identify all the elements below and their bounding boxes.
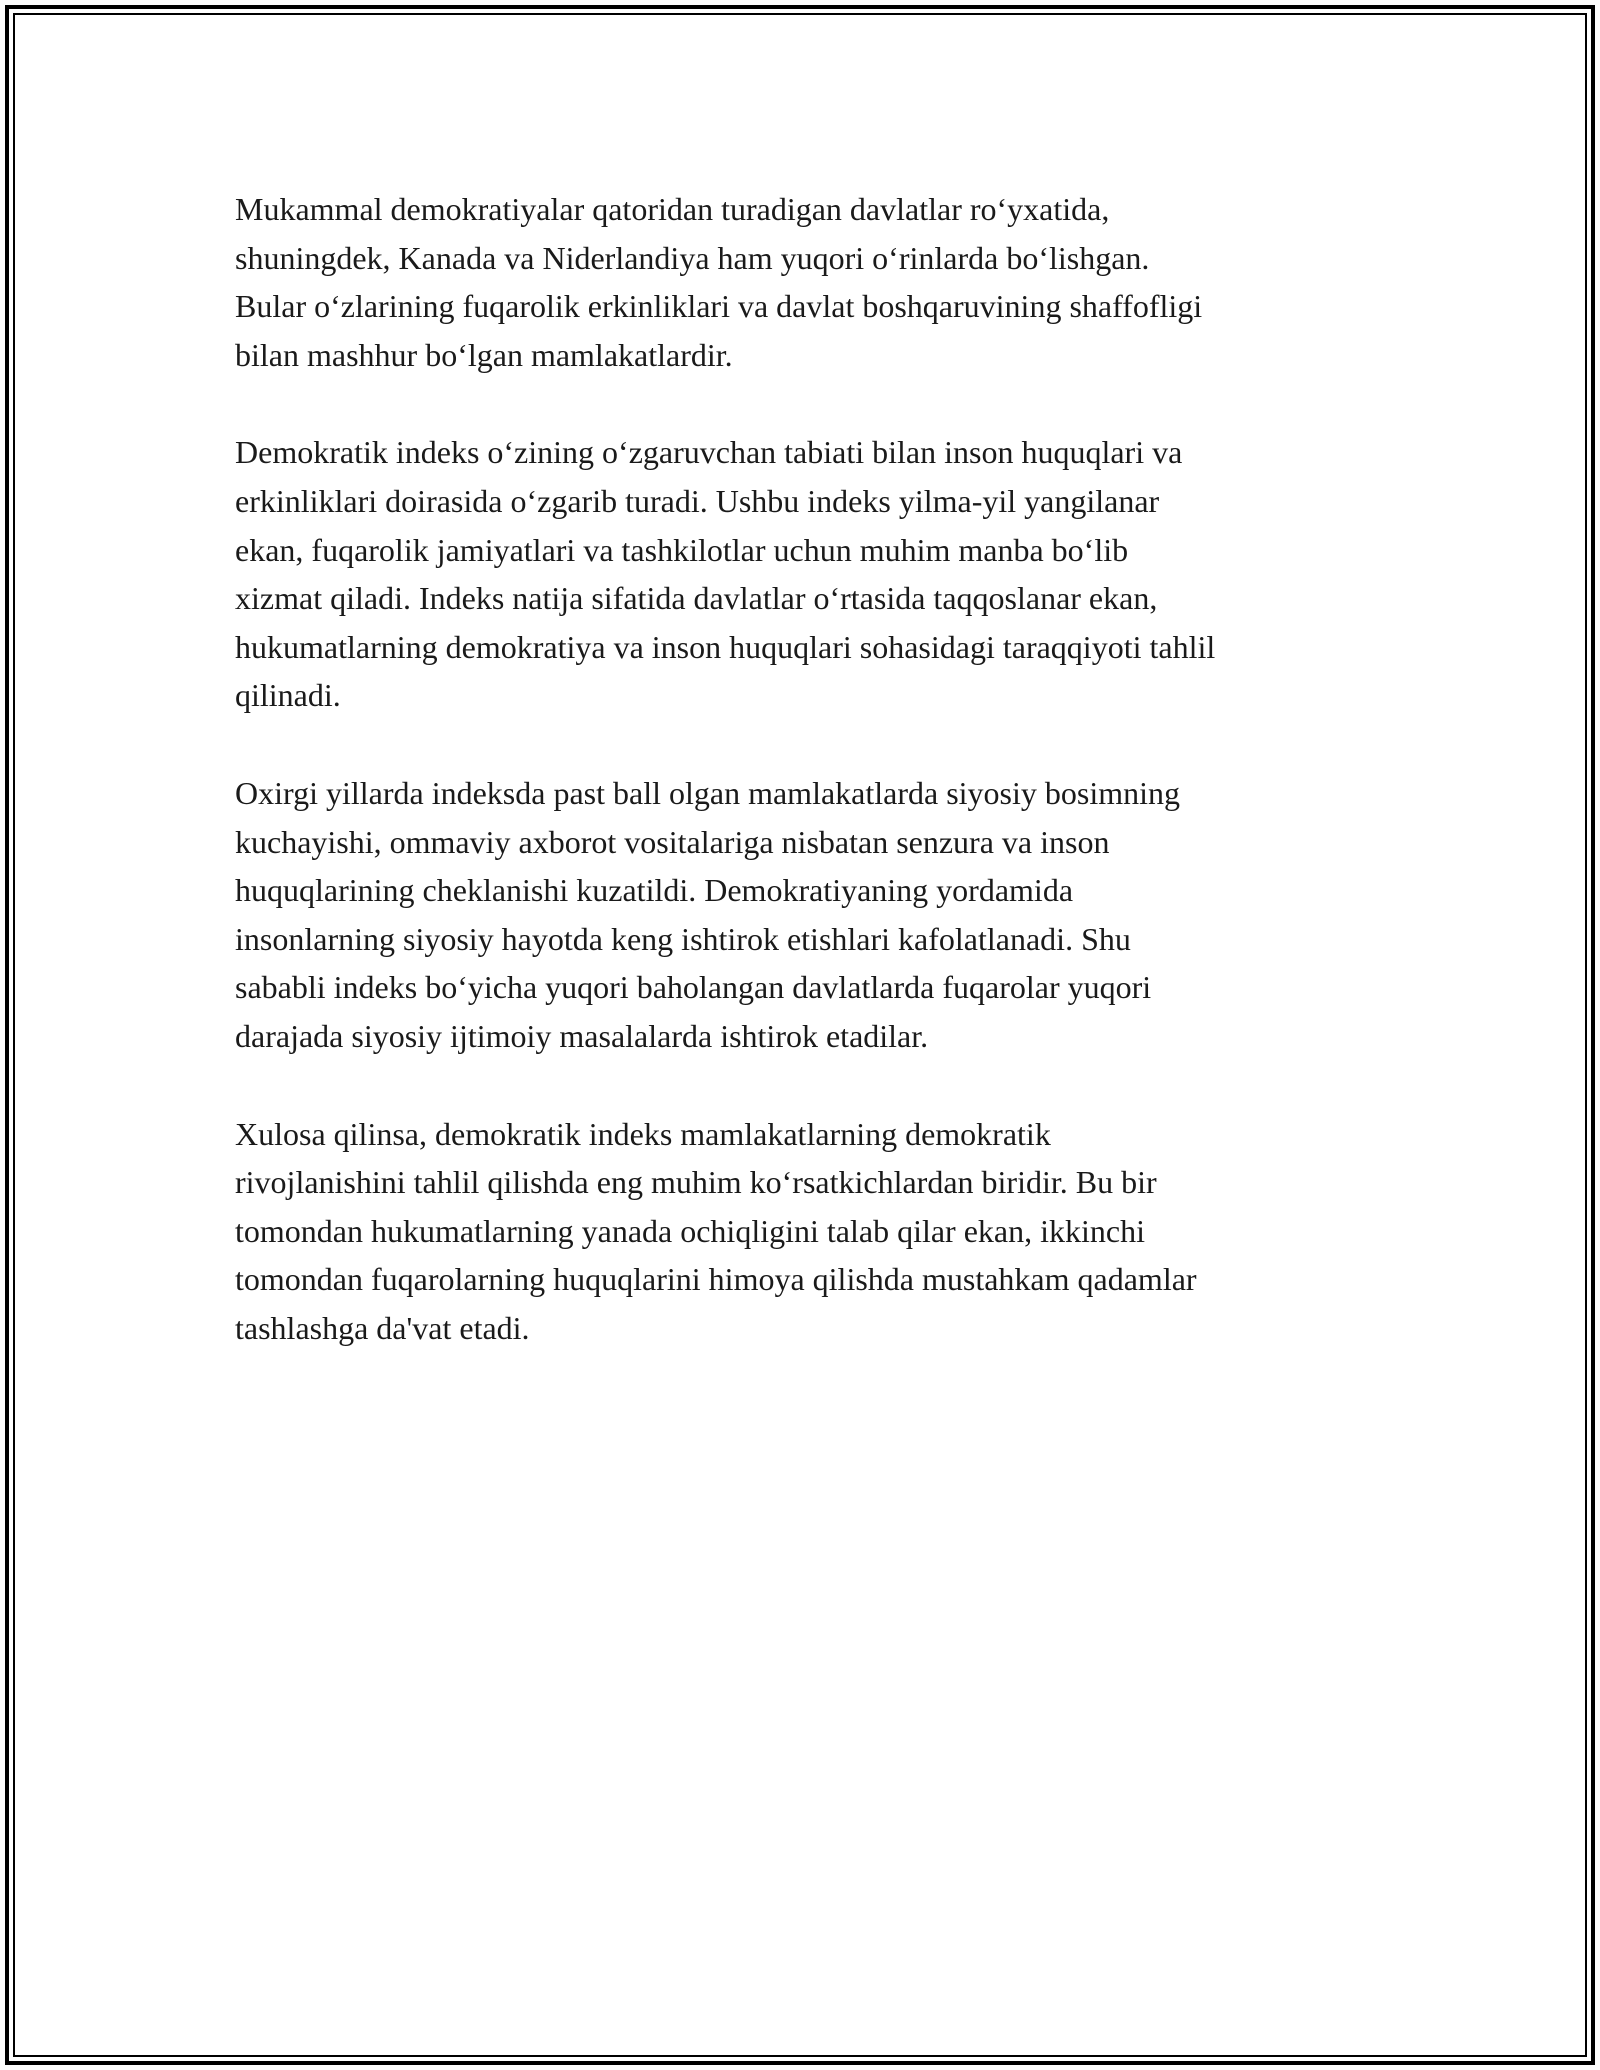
document-body <box>235 185 1370 1401</box>
paragraph-1: Mukammal demokratiyalar qatoridan turadigan davlatlar ro‘yxatida, shuningdek, Kanada va Niderlandiya ham yuqori o‘rinlarda bo‘lishgan. Bular o‘zlarining fuqarolik erkinliklari va davlat boshqaruvining shaffofligi bilan mashhur bo‘lgan mamlakatlardir. <box>235 191 1203 373</box>
paragraph-2: Demokratik indeks o‘zining o‘zgaruvchan tabiati bilan inson huquqlari va erkinliklari doirasida o‘zgarib turadi. Ushbu indeks yilma-yil yangilanar ekan, fuqarolik jamiyatlari va tashkilotlar uchun muhim manba bo‘lib xizmat qiladi. Indeks natija sifatida davlatlar o‘rtasida taqqoslanar ekan, hukumatlarning demokratiya va inson huquqlari sohasidagi taraqqiyoti tahlil qilinadi. <box>235 434 1216 714</box>
paragraph-3: Oxirgi yillarda indeksda past ball olgan mamlakatlarda siyosiy bosimning kuchayishi, ommaviy axborot vositalariga nisbatan senzura va inson huquqlarining cheklanishi kuzatildi. Demokratiyaning yordamida insonlarning siyosiy hayotda keng ishtirok etishlari kafolatlanadi. Shu sababli indeks bo‘yicha yuqori baholangan davlatlarda fuqarolar yuqori darajada siyosiy ijtimoiy masalalarda ishtirok etadilar. <box>235 774 1181 1054</box>
paragraph-4: Xulosa qilinsa, demokratik indeks mamlakatlarning demokratik rivojlanishini tahlil qilishda eng muhim ko‘rsatkichlardan biridir. Bu bir tomondan hukumatlarning yanada ochiqligini talab qilar ekan, ikkinchi tomondan fuqarolarning huquqlarini himoya qilishda mustahkam qadamlar tashlashga da'vat etadi. <box>235 1115 1197 1346</box>
